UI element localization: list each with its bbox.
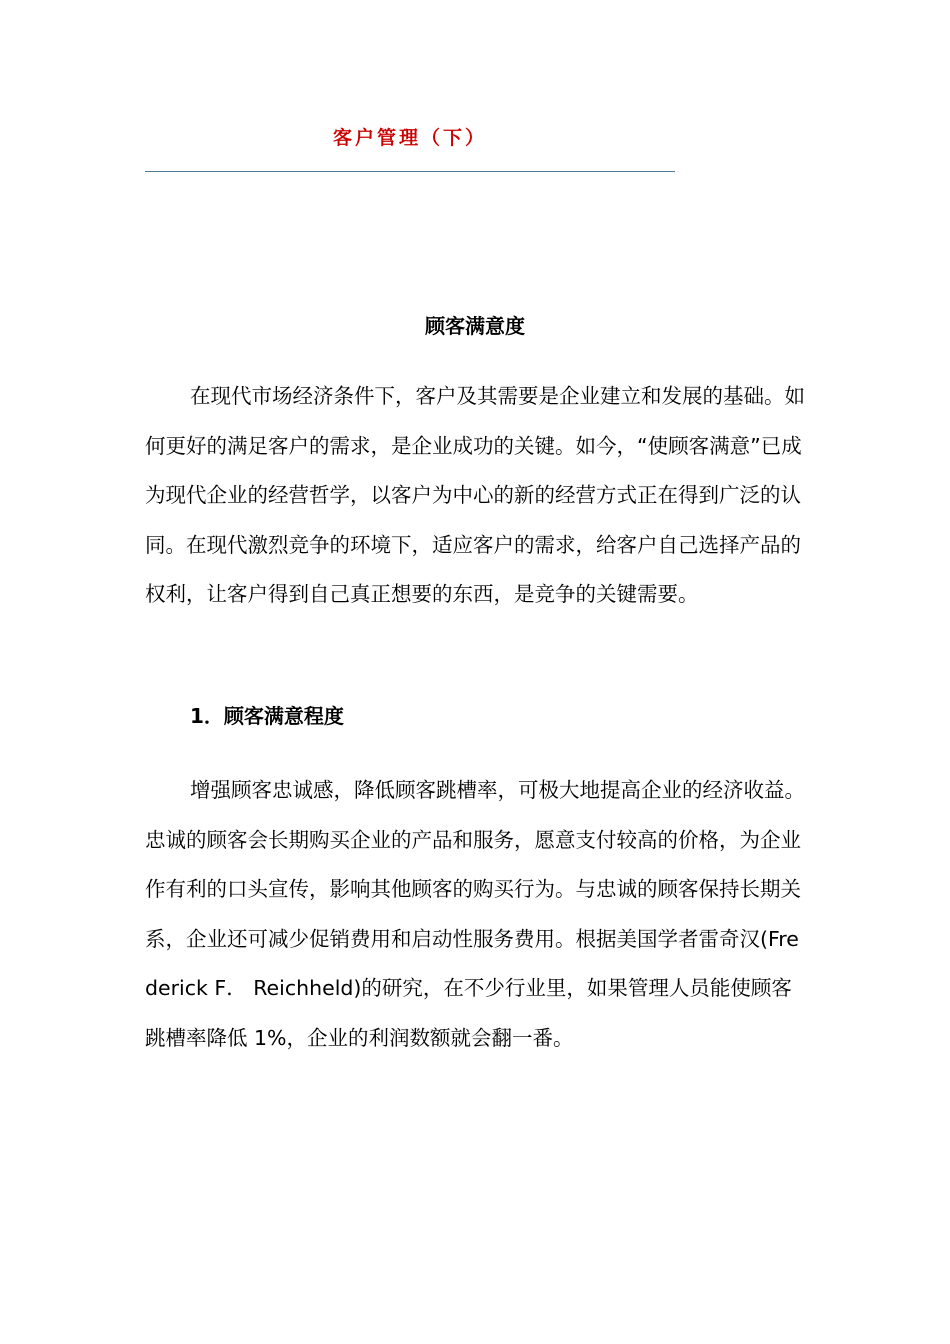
paragraph-intro: 在现代市场经济条件下，客户及其需要是企业建立和发展的基础。如何更好的满足客户的需求，是企业成功的关键。如今，“使顾客满意”已成为现代企业的经营哲学，以客户为中心的新的经营方式正在得到广泛的认同。在现代激烈竞争的环境下，适应客户的需求，给客户自己选择产品的权利，让客户得到自己真正想要的东西，是竞争的关键需要。 [145, 384, 805, 606]
subheading-customer-satisfaction-level: 1．顾客满意程度 [190, 704, 344, 728]
title-divider [145, 171, 675, 172]
section-heading: 顾客满意度 [425, 314, 525, 338]
paragraph-loyalty: 增强顾客忠诚感，降低顾客跳槽率，可极大地提高企业的经济收益。忠诚的顾客会长期购买企业的产品和服务，愿意支付较高的价格，为企业作有利的口头宣传，影响其他顾客的购买行为。与忠诚的顾客保持长期关系，企业还可减少促销费用和启动性服务费用。根据美国学者雷奇汉(Frederick F． Reichheld)的研究，在不少行业里，如果管理人员能使顾客跳槽率降低 1%，企业的利润数额就会翻一番。 [145, 778, 805, 1050]
document-title: 客户管理（下） [332, 127, 487, 149]
